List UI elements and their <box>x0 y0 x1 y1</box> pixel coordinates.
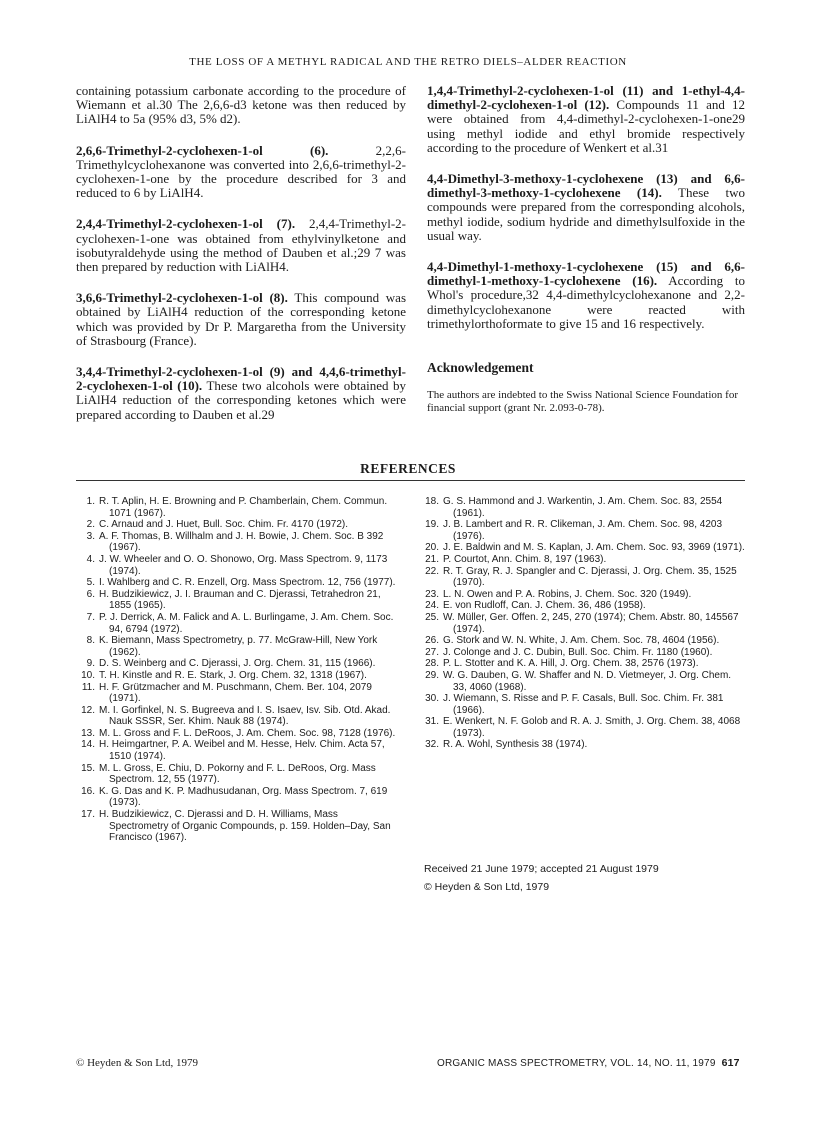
reference-text: G. S. Hammond and J. Warkentin, J. Am. Chem. Soc. 83, 2554 (1961). <box>443 496 723 519</box>
reference-number: 11. <box>81 681 95 693</box>
reference-number: 26. <box>425 635 439 647</box>
acknowledgement-text: The authors are indebted to the Swiss National Science Foundation for financial support (grant Nr. 2.093-0-78). <box>427 389 738 415</box>
reference-item <box>420 542 745 554</box>
reference-text: J. Colonge and J. C. Dubin, Bull. Soc. Chim. Fr. 1180 (1960). <box>443 646 713 658</box>
reference-item <box>420 658 745 670</box>
reference-item <box>420 612 745 635</box>
paragraph-body: These two alcohols were obtained by LiAlH4 reduction of the corresponding ketones which were prepared according to Dauben et al.29 <box>76 378 406 422</box>
reference-text: L. N. Owen and P. A. Robins, J. Chem. Soc. 320 (1949). <box>443 588 692 600</box>
paragraph-heading: 4,4-Dimethyl-3-methoxy-1-cyclohexene (13) and 6,6-dimethyl-3-methoxy-1-cyclohexene (14). <box>427 171 745 201</box>
reference-number: 8. <box>86 635 95 647</box>
reference-number: 6. <box>86 588 95 600</box>
paragraph <box>427 172 745 243</box>
paragraph-body: 2,4,4-Trimethyl-2-cyclohexen-1-one was obtained from ethylvinylketone and isobutyraldehyde using the method of Dauben et al.;29 7 was then prepared by reduction with LiAlH4. <box>76 216 406 275</box>
references-rule <box>76 480 745 481</box>
reference-text: R. A. Wohl, Synthesis 38 (1974). <box>443 739 588 751</box>
reference-text: M. L. Gross and F. L. DeRoos, J. Am. Chem. Soc. 98, 7128 (1976). <box>99 727 396 739</box>
reference-text: J. E. Baldwin and M. S. Kaplan, J. Am. Chem. Soc. 93, 3969 (1971). <box>443 542 745 554</box>
reference-item <box>76 763 398 786</box>
paragraph-body: This compound was obtained by LiAlH4 reduction of the corresponding ketone which was provided by Dr P. Margaretha from the University of Strasbourg (France). <box>76 290 406 348</box>
reference-item <box>420 589 745 601</box>
reference-item <box>76 682 398 705</box>
reference-item <box>420 519 745 542</box>
received-dates: Received 21 June 1979; accepted 21 August 1979 <box>424 863 659 875</box>
reference-item <box>420 670 745 693</box>
reference-number: 14. <box>81 739 95 751</box>
reference-number: 21. <box>425 553 439 565</box>
paragraph <box>76 84 406 127</box>
reference-number: 2. <box>86 519 95 531</box>
acknowledgement-title: Acknowledgement <box>427 360 534 376</box>
reference-number: 24. <box>425 600 439 612</box>
reference-item <box>76 786 398 809</box>
page-number: 617 <box>721 1057 740 1069</box>
reference-text: K. G. Das and K. P. Madhusudanan, Org. Mass Spectrom. 7, 619 (1973). <box>99 785 388 809</box>
reference-text: H. F. Grützmacher and M. Puschmann, Chem. Ber. 104, 2079 (1971). <box>99 681 372 705</box>
reference-text: R. T. Aplin, H. E. Browning and P. Chamberlain, Chem. Commun. 1071 (1967). <box>99 496 388 519</box>
paragraph-body: containing potassium carbonate according to the procedure of Wiemann et al.30 The 2,6,6-d3 ketone was then reduced by LiAlH4 to 5a (95% d3, 5% d2). <box>76 83 406 127</box>
paragraph-body: These two compounds were prepared from the corresponding alcohols, methyl iodide, sodium hydride and dimethylsulfoxide in the usual way. <box>427 185 745 243</box>
reference-text: J. Wiemann, S. Risse and P. F. Casals, Bull. Soc. Chim. Fr. 381 (1966). <box>443 693 724 716</box>
paragraph-heading: 3,4,4-Trimethyl-2-cyclohexen-1-ol (9) and 4,4,6-trimethyl-2-cyclohexen-1-ol (10). <box>76 364 406 394</box>
reference-number: 20. <box>425 542 439 554</box>
reference-number: 28. <box>425 658 439 670</box>
reference-item <box>76 635 398 658</box>
reference-number: 13. <box>81 727 95 739</box>
reference-item <box>420 635 745 647</box>
paragraph-heading: 2,4,4-Trimethyl-2-cyclohexen-1-ol (7). <box>76 216 296 232</box>
received-block <box>424 860 659 896</box>
reference-number: 27. <box>425 646 439 658</box>
reference-item <box>76 809 398 844</box>
reference-number: 1. <box>86 496 95 507</box>
reference-text: P. J. Derrick, A. M. Falick and A. L. Burlingame, J. Am. Chem. Soc. 94, 6794 (1972). <box>99 611 394 635</box>
reference-text: K. Biemann, Mass Spectrometry, p. 77. McGraw-Hill, New York (1962). <box>99 635 378 658</box>
reference-number: 9. <box>86 658 95 670</box>
reference-text: W. Müller, Ger. Offen. 2, 245, 270 (1974); Chem. Abstr. 80, 145567 (1974). <box>443 611 739 635</box>
reference-item <box>76 705 398 728</box>
reference-text: R. T. Gray, R. J. Spangler and C. Djerassi, J. Org. Chem. 35, 1525 (1970). <box>443 565 737 589</box>
reference-number: 15. <box>81 762 95 774</box>
reference-number: 7. <box>86 611 95 623</box>
running-head: THE LOSS OF A METHYL RADICAL AND THE RETRO DIELS–ALDER REACTION <box>189 56 627 68</box>
reference-text: M. I. Gorfinkel, N. S. Bugreeva and I. S. Isaev, Isv. Sib. Otd. Akad. Nauk SSSR, Ser. Khim. Nauk 88 (1974). <box>99 704 391 728</box>
reference-number: 3. <box>86 530 95 542</box>
paragraph-heading: 3,6,6-Trimethyl-2-cyclohexen-1-ol (8). <box>76 290 288 306</box>
reference-number: 22. <box>425 565 439 577</box>
journal-citation: ORGANIC MASS SPECTROMETRY, VOL. 14, NO. 11, 1979 <box>437 1058 716 1069</box>
paragraph <box>76 365 406 422</box>
reference-item <box>420 739 745 751</box>
paragraph-body: According to Whol's procedure,32 4,4-dimethylcyclohexanone and 2,2-dimethylcyclohexanone were reacted with trimethylorthoformate to give 15 and 16 respectively. <box>427 273 745 331</box>
reference-item <box>76 728 398 740</box>
reference-text: P. Courtot, Ann. Chim. 8, 197 (1963). <box>443 553 607 565</box>
reference-item <box>420 716 745 739</box>
reference-item <box>420 693 745 716</box>
reference-text: H. Budzikiewicz, J. I. Brauman and C. Djerassi, Tetrahedron 21, 1855 (1965). <box>99 588 381 612</box>
reference-text: E. von Rudloff, Can. J. Chem. 36, 486 (1958). <box>443 600 646 612</box>
reference-text: G. Stork and W. N. White, J. Am. Chem. Soc. 78, 4604 (1956). <box>443 635 720 647</box>
reference-text: C. Arnaud and J. Huet, Bull. Soc. Chim. Fr. 4170 (1972). <box>99 519 349 531</box>
right-text-column <box>427 84 745 415</box>
reference-number: 19. <box>425 519 439 531</box>
reference-text: H. Heimgartner, P. A. Weibel and M. Hesse, Helv. Chim. Acta 57, 1510 (1974). <box>99 739 385 763</box>
reference-text: A. F. Thomas, B. Willhalm and J. H. Bowie, J. Chem. Soc. B 392 (1967). <box>99 530 384 554</box>
reference-item <box>76 496 398 519</box>
reference-text: J. W. Wheeler and O. O. Shonowo, Org. Mass Spectrom. 9, 1173 (1974). <box>99 553 388 577</box>
reference-text: J. B. Lambert and R. R. Clikeman, J. Am. Chem. Soc. 98, 4203 (1976). <box>443 519 723 542</box>
reference-item <box>420 496 745 519</box>
reference-number: 31. <box>425 716 439 728</box>
left-text-column <box>76 84 406 439</box>
references-right-list <box>420 496 745 751</box>
reference-item <box>420 566 745 589</box>
reference-text: T. H. Kinstle and R. E. Stark, J. Org. Chem. 32, 1318 (1967). <box>99 669 367 681</box>
reference-number: 5. <box>86 577 95 589</box>
reference-item <box>76 739 398 762</box>
reference-item <box>420 554 745 566</box>
paragraph-body: 2,2,6-Trimethylcyclohexanone was converted into 2,6,6-trimethyl-2-cyclohexen-1-one by the procedure described for 3 and reduced to 6 by LiAlH4. <box>76 142 406 201</box>
reference-item <box>76 589 398 612</box>
reference-text: H. Budzikiewicz, C. Djerassi and D. H. Williams, Mass Spectrometry of Organic Compounds, p. 159. Holden–Day, San Francisco (1967). <box>99 809 391 844</box>
reference-number: 30. <box>425 693 439 705</box>
reference-item <box>76 670 398 682</box>
reference-number: 23. <box>425 588 439 600</box>
paragraph-heading: 4,4-Dimethyl-1-methoxy-1-cyclohexene (15) and 6,6-dimethyl-1-methoxy-1-cyclohexene (16). <box>427 259 745 289</box>
reference-item <box>420 647 745 659</box>
reference-item <box>76 658 398 670</box>
paragraph-body: Compounds 11 and 12 were obtained from 4,4-dimethyl-2-cyclohexen-1-one29 using methyl iodide and ethyl bromide respectively according to the procedure of Wenkert et al.31 <box>427 97 746 155</box>
reference-item <box>76 612 398 635</box>
reference-item <box>76 519 398 531</box>
reference-number: 18. <box>425 496 439 507</box>
paragraph <box>427 260 745 331</box>
reference-item <box>76 577 398 589</box>
reference-text: E. Wenkert, N. F. Golob and R. A. J. Smith, J. Org. Chem. 38, 4068 (1973). <box>443 716 741 739</box>
reference-number: 17. <box>81 809 95 821</box>
reference-text: P. L. Stotter and K. A. Hill, J. Org. Chem. 38, 2576 (1973). <box>443 658 699 670</box>
references-heading: REFERENCES <box>360 461 456 476</box>
reference-item <box>420 600 745 612</box>
paragraph <box>76 291 406 348</box>
reference-text: D. S. Weinberg and C. Djerassi, J. Org. Chem. 31, 115 (1966). <box>99 658 376 670</box>
footer-journal <box>437 1057 740 1069</box>
reference-item <box>76 554 398 577</box>
reference-item <box>76 531 398 554</box>
reference-text: M. L. Gross, E. Chiu, D. Pokorny and F. L. DeRoos, Org. Mass Spectrom. 12, 55 (1977). <box>99 762 376 786</box>
reference-number: 16. <box>81 785 95 797</box>
paragraph <box>76 144 406 201</box>
reference-number: 4. <box>86 553 95 565</box>
paragraph-heading: 2,6,6-Trimethyl-2-cyclohexen-1-ol (6). <box>76 142 329 158</box>
paragraph-heading: 1,4,4-Trimethyl-2-cyclohexen-1-ol (11) and 1-ethyl-4,4-dimethyl-2-cyclohexen-1-ol (12). <box>427 83 745 113</box>
footer-copyright: © Heyden & Son Ltd, 1979 <box>76 1057 199 1069</box>
reference-number: 32. <box>425 739 439 751</box>
reference-text: I. Wahlberg and C. R. Enzell, Org. Mass Spectrom. 12, 756 (1977). <box>99 577 396 589</box>
copyright-notice: © Heyden & Son Ltd, 1979 <box>424 881 550 893</box>
reference-text: W. G. Dauben, G. W. Shaffer and N. D. Vietmeyer, J. Org. Chem. 33, 4060 (1968). <box>443 669 732 693</box>
reference-number: 12. <box>81 704 95 716</box>
paragraph <box>76 217 406 274</box>
reference-number: 25. <box>425 611 439 623</box>
paragraph <box>427 84 745 155</box>
references-left-list <box>76 496 398 844</box>
reference-number: 29. <box>425 669 439 681</box>
reference-number: 10. <box>81 669 95 681</box>
